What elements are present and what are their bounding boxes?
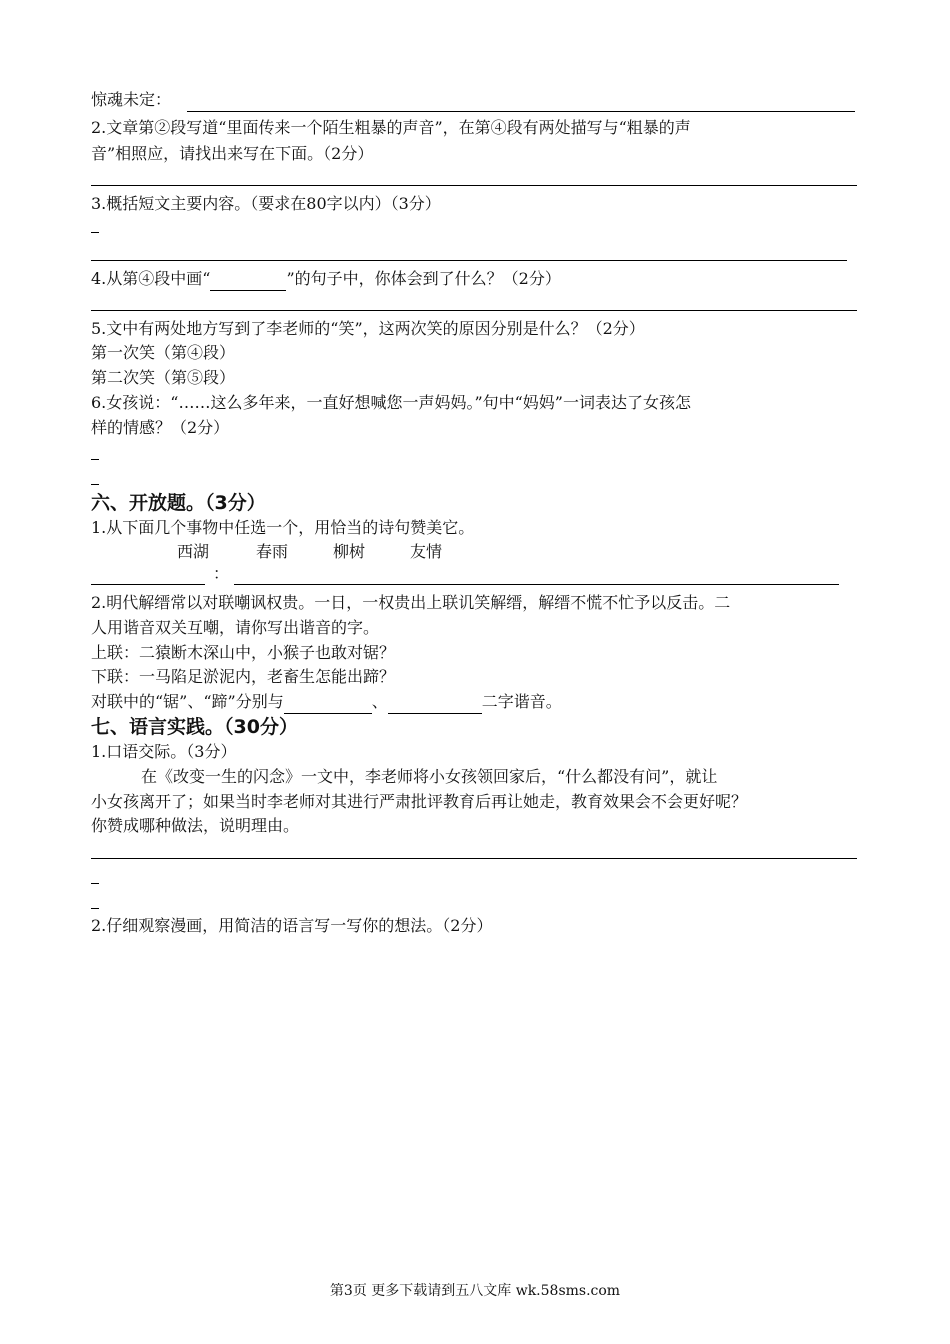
q6-line2: 样的情感？（2分） bbox=[91, 418, 230, 437]
section6-q2-line2: 人用谐音双关互嘲，请你写出谐音的字。 bbox=[91, 618, 380, 637]
answer-dash[interactable] bbox=[91, 484, 99, 485]
underline-blank bbox=[210, 272, 286, 291]
q1-tail-label: 惊魂未定： bbox=[91, 90, 172, 109]
section7-q1: 1.口语交际。（3分） bbox=[91, 742, 237, 761]
section6-q1: 1.从下面几个事物中任选一个，用恰当的诗句赞美它。 bbox=[91, 518, 475, 537]
answer-dash[interactable] bbox=[91, 908, 99, 909]
option-item: 西湖 bbox=[177, 542, 210, 561]
q5-second: 第二次笑（第⑤段） bbox=[91, 368, 236, 387]
section7-para-line3: 你赞成哪种做法，说明理由。 bbox=[91, 816, 300, 835]
section6-heading: 六、开放题。（3分） bbox=[91, 492, 266, 514]
couplet-upper: 上联：二猿断木深山中，小猴子也敢对锯？ bbox=[91, 643, 396, 662]
answer-dash[interactable] bbox=[91, 232, 99, 233]
answer-dash[interactable] bbox=[91, 459, 99, 460]
option-item: 春雨 bbox=[256, 542, 289, 561]
section6-q2-line1: 2.明代解缙常以对联嘲讽权贵。一日，一权贵出上联讥笑解缙，解缙不慌不忙予以反击。二 bbox=[91, 593, 731, 612]
fill-blank[interactable] bbox=[388, 695, 482, 714]
q2-line1: 2.文章第②段写道“里面传来一个陌生粗暴的声音”，在第④段有两处描写与“粗暴的声 bbox=[91, 118, 691, 137]
couplet-lower: 下联：一马陷足淤泥内，老畜生怎能出蹄？ bbox=[91, 667, 396, 686]
answer-line[interactable] bbox=[187, 111, 855, 112]
option-item: 柳树 bbox=[333, 542, 366, 561]
q6-line1: 6.女孩说：“……这么多年来，一直好想喊您一声妈妈。”句中“妈妈”一词表达了女孩怎 bbox=[91, 393, 691, 412]
answer-line[interactable] bbox=[91, 858, 857, 859]
answer-line[interactable] bbox=[91, 260, 847, 261]
q4-text: 4.从第④段中画“ ”的句子中，你体会到了什么？（2分） bbox=[91, 267, 561, 291]
fill-blank-line: 对联中的“锯”、“蹄”分别与 、 二字谐音。 bbox=[91, 690, 562, 714]
q5-first: 第一次笑（第④段） bbox=[91, 343, 236, 362]
answer-line[interactable] bbox=[91, 584, 205, 585]
section6-options bbox=[177, 540, 470, 564]
section7-heading: 七、语言实践。（30分） bbox=[91, 716, 298, 738]
section7-para-line1: 在《改变一生的闪念》一文中，李老师将小女孩领回家后，“什么都没有问”，就让 bbox=[141, 767, 718, 786]
colon: ： bbox=[213, 564, 230, 583]
answer-dash[interactable] bbox=[91, 883, 99, 884]
answer-line[interactable] bbox=[91, 185, 857, 186]
q5-text: 5.文中有两处地方写到了李老师的“笑”，这两次笑的原因分别是什么？（2分） bbox=[91, 319, 645, 338]
section7-q2: 2.仔细观察漫画，用简洁的语言写一写你的想法。（2分） bbox=[91, 916, 493, 935]
section7-para-line2: 小女孩离开了；如果当时李老师对其进行严肃批评教育后再让她走，教育效果会不会更好呢？ bbox=[91, 792, 748, 811]
q3-text: 3.概括短文主要内容。（要求在80字以内）（3分） bbox=[91, 194, 441, 213]
fill-blank[interactable] bbox=[284, 695, 372, 714]
answer-line[interactable] bbox=[234, 584, 839, 585]
page-footer: 第3页 更多下载请到五八文库 wk.58sms.com bbox=[329, 1283, 621, 1299]
q2-line2: 音”相照应，请找出来写在下面。（2分） bbox=[91, 144, 374, 163]
answer-line[interactable] bbox=[91, 310, 857, 311]
option-item: 友情 bbox=[410, 542, 443, 561]
